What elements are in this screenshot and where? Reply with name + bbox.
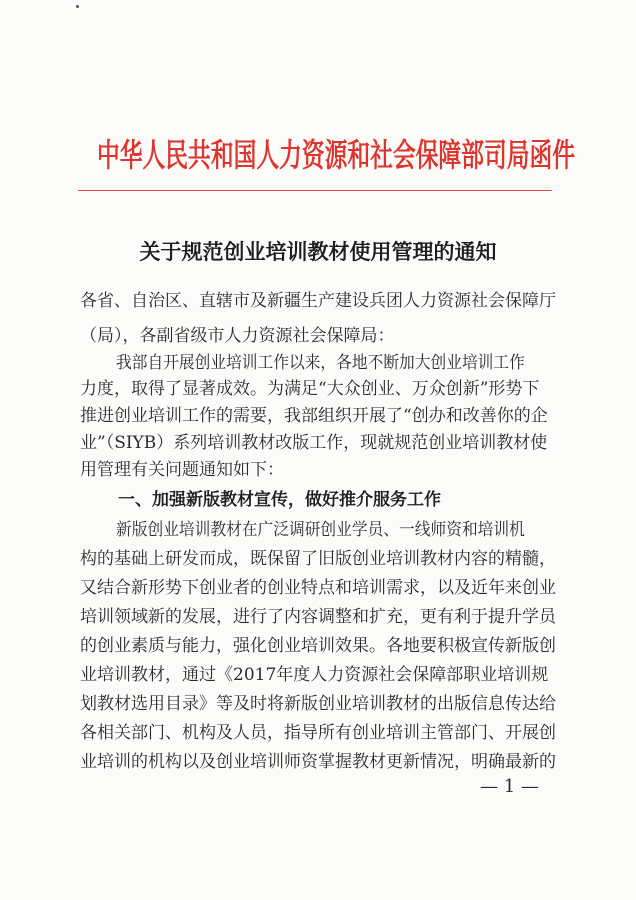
body-line: 又结合新形势下创业者的创业特点和培训需求，以及近年来创业 [80, 578, 556, 598]
body-line: 划教材选用目录》等及时将新版创业培训教材的出版信息传达给 [80, 694, 556, 714]
body-line: 力度，取得了显著成效。为满足“大众创业、万众创新”形势下 [80, 379, 540, 399]
scan-speck [76, 5, 79, 8]
page-number: — 1 — [480, 776, 539, 797]
document-title: 关于规范创业培训教材使用管理的通知 [139, 239, 497, 264]
section-heading: 一、加强新版教材宣传，做好推介服务工作 [118, 490, 441, 510]
body-line: 业培训的机构以及创业培训师资掌握教材更新情况，明确最新的 [80, 752, 556, 772]
body-line: 各相关部门、机构及人员，指导所有创业培训主管部门、开展创 [80, 723, 556, 743]
body-line: 推进创业培训工作的需要，我部组织开展了“创办和改善你的企 [80, 406, 548, 426]
body-line: 我部自开展创业培训工作以来，各地不断加大创业培训工作 [116, 353, 525, 373]
body-line: 新版创业培训教材在广泛调研创业学员、一线师资和培训机 [116, 520, 525, 540]
body-line: 构的基础上研发而成，既保留了旧版创业培训教材内容的精髓， [80, 549, 556, 569]
body-line: 的创业素质与能力，强化创业培训效果。各地要积极宣传新版创 [80, 636, 556, 656]
letterhead-rule [78, 190, 552, 191]
letterhead-title: 中华人民共和国人力资源和社会保障部司局函件 [97, 136, 576, 174]
body-line: 培训领域新的发展，进行了内容调整和扩充，更有利于提升学员 [80, 607, 556, 627]
body-line: 业培训教材，通过《2017年度人力资源社会保障部职业培训规 [80, 665, 549, 685]
body-line: （局），各副省级市人力资源社会保障局： [80, 326, 395, 346]
body-line: 用管理有关问题通知如下： [80, 460, 284, 480]
body-line: 各省、自治区、直辖市及新疆生产建设兵团人力资源社会保障厅 [80, 291, 556, 311]
body-line: 业”（SIYB）系列培训教材改版工作，现就规范创业培训教材使 [80, 433, 548, 453]
